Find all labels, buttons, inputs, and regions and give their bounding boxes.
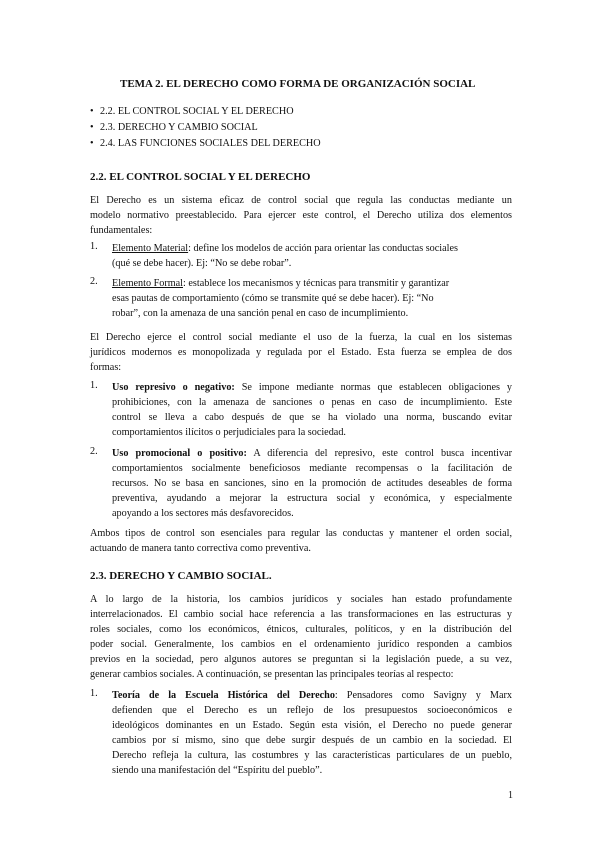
list-item: Teoría de la Escuela Histórica del Derecho: Pensadores como Savigny y Marx defienden que el Derecho es un reflejo de los presupuestos socioeconómicos e ideológicos dominantes en un Estado. Según esta visión, el Derecho no puede generar cambios por sí mismo, sino que debe surgir después de un cambio en la sociedad. El Derecho refleja la cultura, las costumbres y las características particulares de un pueblo, siendo una manifestación del “Espíritu del pueblo”.: [112, 690, 512, 776]
bullet-icon: •: [90, 138, 94, 149]
paragraph: El Derecho es un sistema eficaz de control social que regula las conductas mediante un modelo normativo preestablecido. Para ejercer este control, el Derecho utiliza dos elementos fundamentales:: [90, 195, 512, 236]
term: Uso promocional o positivo:: [112, 448, 247, 459]
list-number: 2.: [90, 276, 98, 287]
toc-item: • 2.4. LAS FUNCIONES SOCIALES DEL DERECHO: [90, 138, 321, 149]
paragraph: El Derecho ejerce el control social mediante el uso de la fuerza, la cual en los sistemas jurídicos modernos es monopolizada y regulada por el Estado. Esta fuerza se emplea de dos formas:: [90, 332, 512, 373]
list-number: 1.: [90, 688, 98, 699]
bullet-icon: •: [90, 122, 94, 133]
section-heading: 2.3. DERECHO Y CAMBIO SOCIAL.: [90, 570, 272, 582]
list-item: Elemento Formal: establece los mecanismos y técnicas para transmitir y garantizar esas pautas de comportamiento (cómo se transmite qué se debe hacer). Ej: “No robar”, con la amenaza de una sanción penal en caso de incumplimiento.: [112, 278, 450, 319]
paragraph: A lo largo de la historia, los cambios jurídicos y sociales han estado profundamente interrelacionados. El cambio social hace referencia a las transformaciones en las estructuras y roles sociales, como los económicos, étnicos, culturales, políticos, y en la distribución del poder social. Generalmente, los cambios en el ordenamiento jurídico responden a cambios previos en la sociedad, pero algunos autores se preguntan si la legislación puede, a su vez, generar cambios sociales. A continuación, se presentan las principales teorías al respecto:: [90, 594, 512, 680]
list-number: 2.: [90, 446, 98, 457]
bullet-icon: •: [90, 106, 94, 117]
document-title: TEMA 2. EL DERECHO COMO FORMA DE ORGANIZACIÓN SOCIAL: [120, 78, 476, 90]
list-number: 1.: [90, 380, 98, 391]
term: Elemento Material: [112, 243, 189, 254]
term: Elemento Formal: [112, 278, 184, 289]
toc-item: • 2.3. DERECHO Y CAMBIO SOCIAL: [90, 122, 258, 133]
term: Teoría de la Escuela Histórica del Derecho: [112, 690, 335, 701]
term: Uso represivo o negativo:: [112, 382, 235, 393]
page-number: 1: [508, 790, 513, 801]
list-item: Uso represivo o negativo: Se impone mediante normas que establecen obligaciones y prohibiciones, con la amenaza de sanciones o penas en caso de incumplimiento. Este control se lleva a cabo después de que se ha violado una norma, buscando evitar comportamientos ilícitos o perjudiciales para la sociedad.: [112, 382, 512, 438]
paragraph: Ambos tipos de control son esenciales para regular las conductas y mantener el orden social, actuando de manera tanto correctiva como preventiva.: [90, 528, 512, 554]
list-item: Uso promocional o positivo: A diferencia del represivo, este control busca incentivar comportamientos socialmente beneficiosos mediante recompensas o la facilitación de recursos. No se basa en sanciones, sino en la promoción de actitudes deseables de forma preventiva, ayudando a mejorar la estructura social y económica, y especialmente apoyando a los sectores más desfavorecidos.: [112, 448, 512, 519]
list-item: Elemento Material: define los modelos de acción para orientar las conductas sociales (qué se debe hacer). Ej: “No se debe robar”.: [112, 243, 458, 269]
toc-item: • 2.2. EL CONTROL SOCIAL Y EL DERECHO: [90, 106, 294, 117]
list-number: 1.: [90, 241, 98, 252]
section-heading: 2.2. EL CONTROL SOCIAL Y EL DERECHO: [90, 171, 311, 183]
